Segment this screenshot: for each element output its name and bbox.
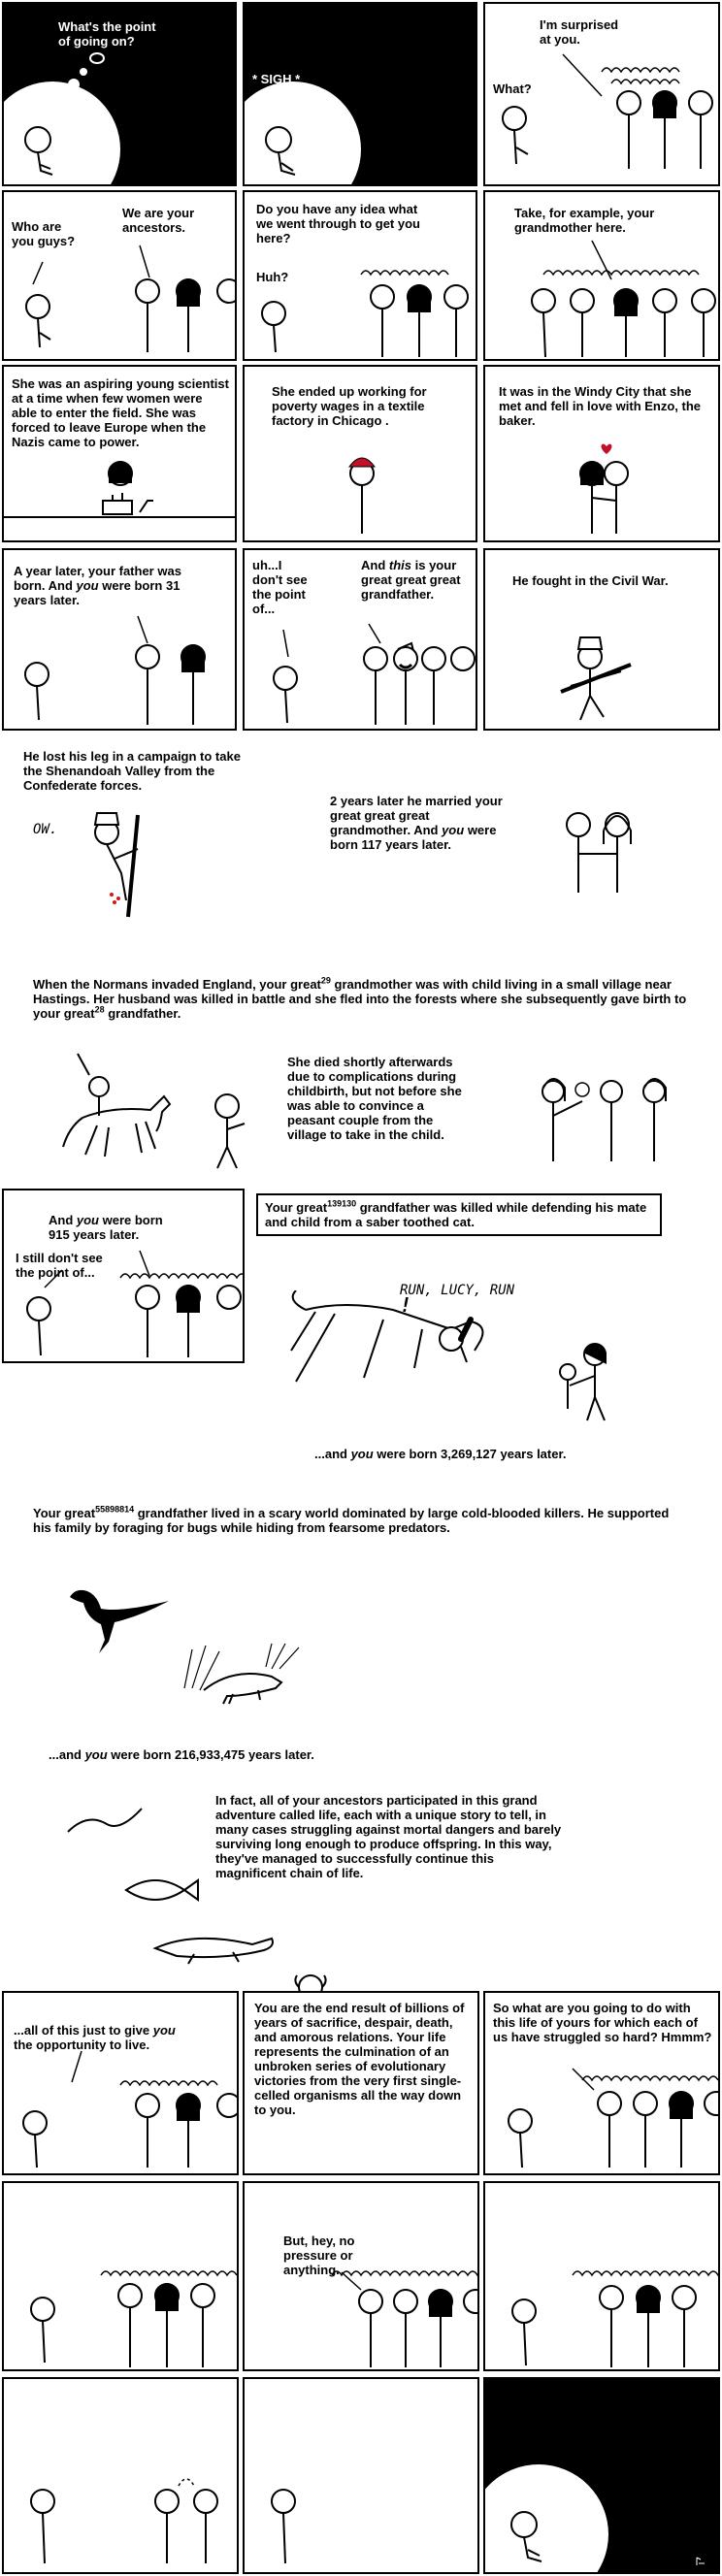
text-a: ...and (49, 1747, 85, 1762)
text-b: were born 31 years later. (14, 578, 180, 607)
text-em: you (152, 2023, 176, 2038)
heart-icon (602, 444, 612, 454)
panel-15 (483, 1991, 720, 2175)
spotlight-scene (485, 2379, 720, 2574)
panel-9 (483, 365, 720, 542)
kid-alone (245, 2379, 479, 2574)
panel-12 (483, 548, 720, 731)
panel-1 (2, 2, 237, 186)
leg-caption: He lost his leg in a campaign to take the Shenandoah Valley from the Confederate forces. (23, 749, 241, 793)
ancestor-speech: But, hey, no pressure or anything. (283, 2234, 355, 2277)
normans-caption (33, 977, 693, 1021)
life-caption: In fact, all of your ancestors participated in this grand adventure called life, each with a unique story to tell, in many cases struggling against mortal dangers and barely surviving long enough to produce offspring. In this way, they've managed to successfully continue this magnificent chain of life. (215, 1793, 562, 1880)
panel-18 (483, 2181, 720, 2371)
kid-speech: Huh? (256, 270, 289, 284)
signature-icon (697, 2558, 705, 2565)
sup-29: 29 (320, 975, 331, 986)
ancestor-speech (49, 1198, 163, 1242)
text-b: were born 117 years later. (330, 823, 497, 852)
panel-14 (243, 1991, 479, 2175)
text-a: Your great (33, 1506, 96, 1520)
kid-speech: I still don't see the point of... (16, 1251, 103, 1280)
panel-19 (2, 2377, 239, 2574)
dinosaur-silhouette (50, 1578, 177, 1665)
text-b: were born 3,269,127 years later. (373, 1447, 567, 1461)
worm (68, 1809, 142, 1832)
panel-4 (2, 190, 237, 361)
caption: So what are you going to do with this life of yours for which each of us have struggled so hard? Hmmm? (493, 2001, 712, 2044)
panel-3 (483, 2, 720, 186)
caption: It was in the Windy City that she met and fell in love with Enzo, the baker. (499, 384, 702, 428)
text-em: you (350, 1447, 374, 1461)
ancestors-speech: We are your ancestors. (122, 206, 195, 235)
panel-17 (243, 2181, 479, 2371)
text-b: were born 216,933,475 years later. (107, 1747, 314, 1762)
run-text: RUN, LUCY, RUN (400, 1283, 515, 1298)
fish (126, 1880, 198, 1900)
panel-5 (243, 190, 477, 361)
sigh-text: * SIGH * (252, 72, 301, 86)
text-a: And (49, 1213, 77, 1227)
ancestor-speech (361, 558, 468, 602)
sup-28: 28 (94, 1004, 105, 1015)
panel-8 (243, 365, 477, 542)
text-b: grandfather lived in a scary world dominated by large cold-blooded killers. He supported his family by foraging for bugs while hiding from fearsome predators. (33, 1506, 670, 1535)
panel-11 (243, 548, 477, 731)
text-a: And (361, 558, 389, 572)
peasant-family (534, 1072, 699, 1179)
ow-text: OW. (33, 822, 58, 837)
panel-2 (243, 2, 477, 186)
text-a: Your great (265, 1200, 328, 1215)
sup-139130: 139130 (327, 1198, 357, 1209)
text-c: grandfather. (104, 1006, 181, 1021)
text-b: grandmother was with child living in a small village near Hastings. Her husband was killed in battle and she fled into the forests where she subsequently gave birth to your great (33, 977, 687, 1021)
text-em: this (388, 558, 412, 572)
kid-speech: Who are you guys? (12, 219, 76, 248)
kid-speech: What? (493, 82, 532, 96)
spotlight-scene (245, 4, 477, 186)
text-a: When the Normans invaded England, your great (33, 977, 321, 992)
saber-caption-box (256, 1193, 662, 1236)
text-b: grandfather was killed while defending his mate and child from a saber toothed cat. (265, 1200, 647, 1229)
lucy-and-child (548, 1337, 626, 1424)
ancestors-group (245, 2183, 479, 2371)
saber-toothed-cat-scene (277, 1290, 568, 1417)
ancestor-speech: Do you have any idea what we went through to get you here? (256, 202, 420, 245)
fleeing-woman (202, 1087, 260, 1174)
ancestor-speech: Take, for example, your grandmother here. (514, 206, 655, 235)
text-b: were born 915 years later. (49, 1213, 163, 1242)
panel-20 (243, 2377, 479, 2574)
panel-10 (2, 548, 237, 731)
ancestor-speech: I'm surprised at you. (540, 17, 619, 47)
panel-21 (483, 2377, 720, 2574)
caption: She ended up working for poverty wages in a textile factory in Chicago . (272, 384, 427, 428)
caption: She was an aspiring young scientist at a time when few women were able to enter the field. She was forced to leave Europe when the Nazis came to power. (12, 376, 229, 449)
wounded-soldier (68, 805, 223, 922)
married-caption (330, 794, 505, 852)
born-216933475 (49, 1733, 314, 1762)
married-couple (553, 796, 650, 902)
text-a: ...all of this just to give (14, 2023, 153, 2038)
knight-on-horse (39, 1048, 213, 1174)
lizard (155, 1939, 273, 1964)
caption (14, 564, 208, 607)
panel-13 (2, 1991, 239, 2175)
text-em: you (76, 1213, 100, 1227)
panel-7 (2, 365, 237, 542)
thought-text: What's the point of going on? (58, 19, 156, 49)
panel-born-915 (2, 1189, 245, 1363)
kid-walking-away (4, 2379, 239, 2574)
caption: He fought in the Civil War. (512, 573, 669, 588)
early-mammal-in-grass (175, 1640, 311, 1717)
text-a: ...and (314, 1447, 351, 1461)
text-b: the opportunity to live. (14, 2038, 150, 2052)
text-em: you (84, 1747, 108, 1762)
ancestor-speech (14, 2008, 176, 2052)
text-a: A year later, your father was born. And (14, 564, 181, 593)
kid-and-ancestors (485, 2183, 720, 2371)
born-3269127 (314, 1432, 566, 1461)
text-a: 2 years later he married your great great great grandmother. And (330, 794, 503, 837)
text-b: is your great great great grandfather. (361, 558, 461, 602)
died-caption: She died shortly afterwards due to complications during childbirth, but not before she was able to convince a peasant couple from the village to take in the child. (287, 1055, 462, 1142)
kid-and-ancestors (4, 2183, 239, 2371)
kid-speech: uh...I don't see the point of... (252, 558, 308, 616)
text-em: you (442, 823, 465, 837)
panel-16 (2, 2181, 239, 2371)
exclaim-text: ! (400, 1293, 412, 1317)
text-em: you (76, 578, 99, 593)
caption: You are the end result of billions of years of sacrifice, despair, death, and amorous relations. Your life represents the culmination of an unbroken series of evolutionary victories from the very first single-celled organisms all the way down to you. (254, 2001, 465, 2117)
panel-6 (483, 190, 720, 361)
kid-and-ancestors (4, 192, 237, 361)
sup-55898814: 55898814 (95, 1504, 135, 1515)
dino-caption (33, 1506, 673, 1535)
